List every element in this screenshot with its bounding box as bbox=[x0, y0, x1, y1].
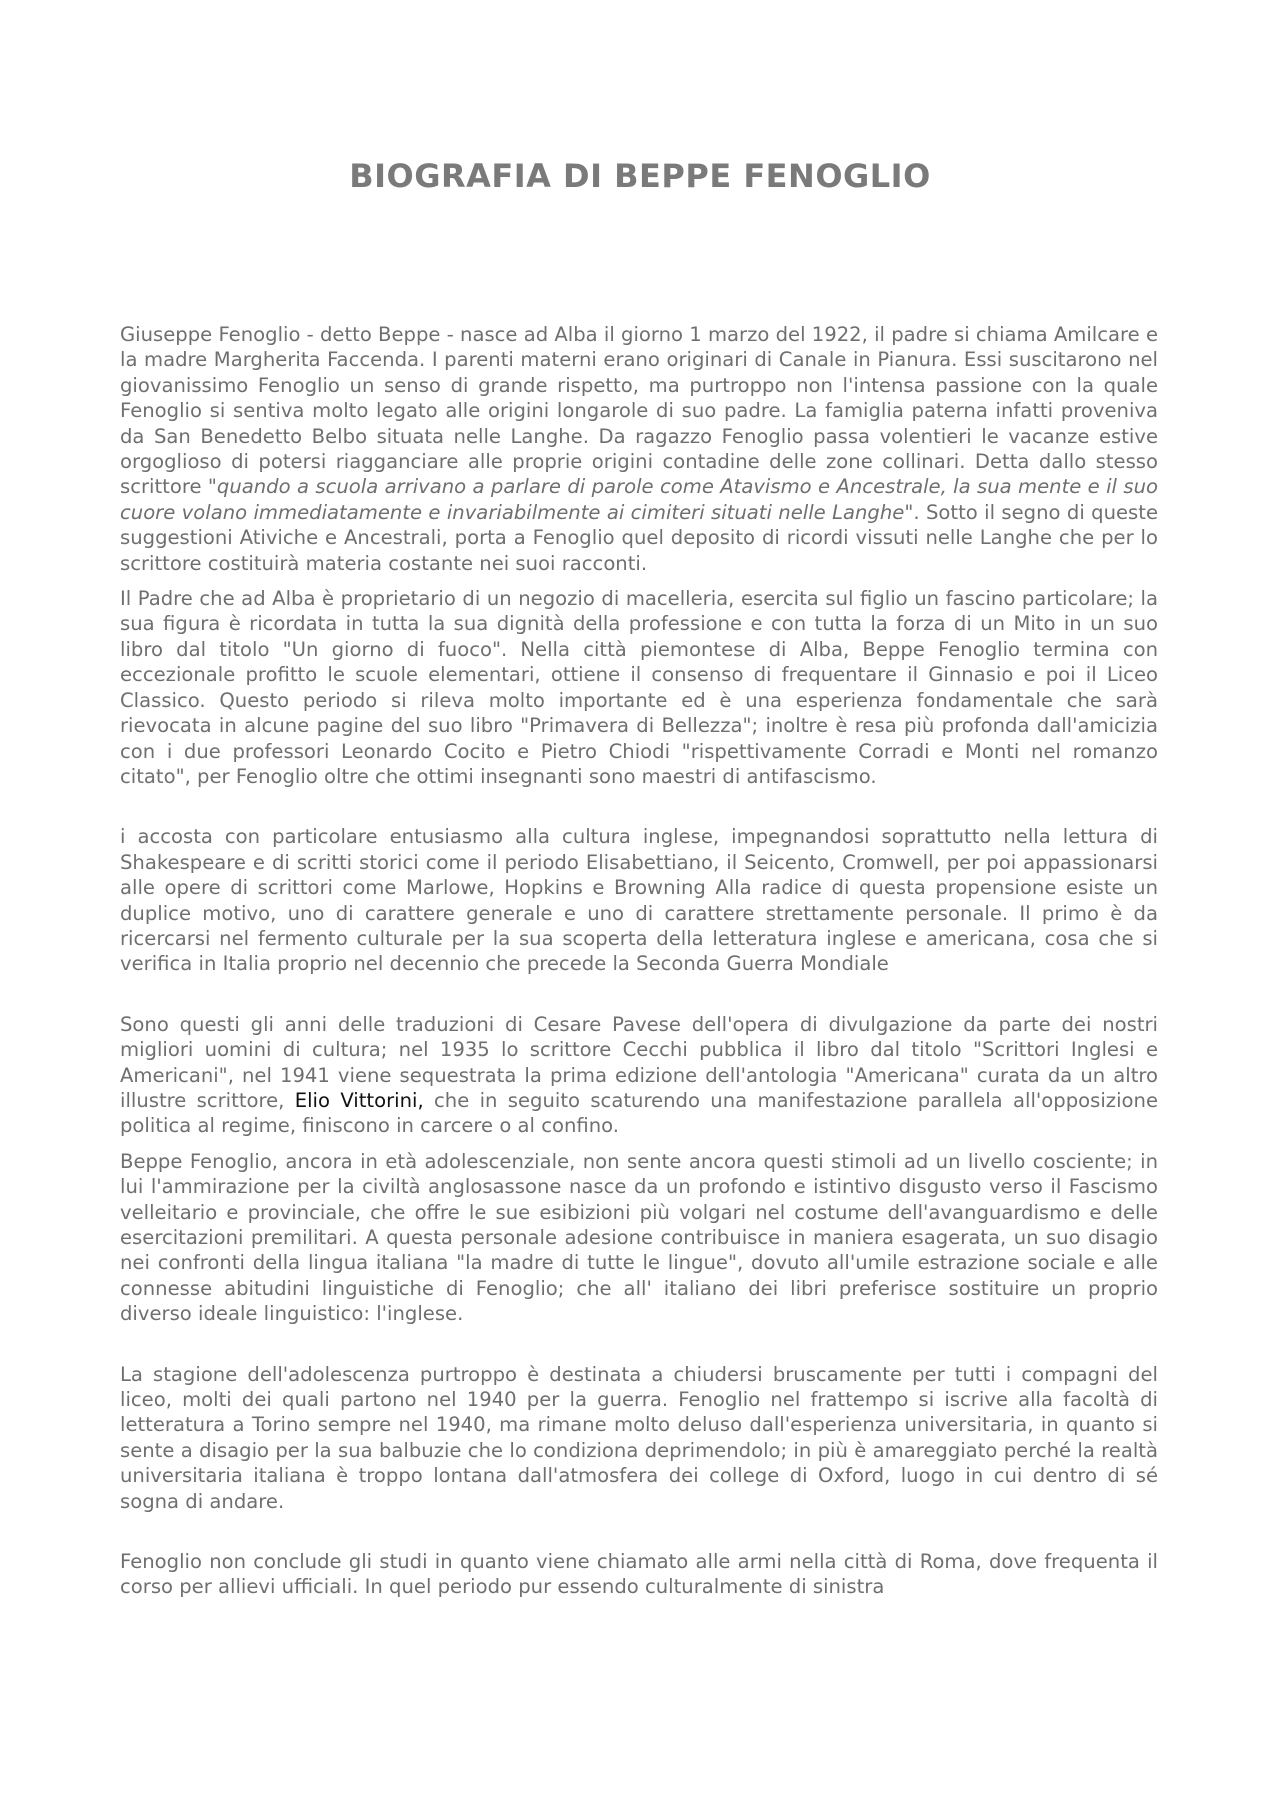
paragraph-university: La stagione dell'adolescenza purtroppo è destinata a chiudersi bruscamente per tutti i compagni del liceo, molti dei quali partono nel 1940 per la guerra. Fenoglio nel frattempo si iscrive alla facoltà di letteratura a Torino sempre nel 1940, ma rimane molto deluso dall'esperienza universitaria, in quanto si sente a disagio per la sua balbuzie che lo condiziona deprimendolo; in più è amareggiato perché la realtà universitaria italiana è troppo lontana dall'atmosfera dei college di Oxford, luogo in cui dentro di sé sogna di andare. bbox=[120, 1362, 1158, 1513]
page-title: BIOGRAFIA DI BEPPE FENOGLIO bbox=[349, 157, 931, 195]
paragraph-translations-text-end: che in seguito scaturendo una manifestazione parallela all'opposizione politica al regime, finiscono in carcere o al confino. bbox=[120, 1088, 1158, 1138]
paragraph-origins bbox=[120, 322, 1158, 576]
author-quote: quando a scuola arrivano a parlare di parole come Atavismo e Ancestrale, la sua mente e il suo cuore volano immediatamente e invariabilmente ai cimiteri situati nelle Langhe bbox=[120, 475, 1158, 524]
paragraph-father-school: Il Padre che ad Alba è proprietario di un negozio di macelleria, esercita sul figlio un fascino particolare; la sua figura è ricordata in tutta la sua dignità della professione e con tutta la forza di un Mito in un suo libro dal titolo "Un giorno di fuoco". Nella città piemontese di Alba, Beppe Fenoglio termina con eccezionale profitto le scuole elementari, ottiene il consenso di frequentare il Ginnasio e poi il Liceo Classico. Questo periodo si rileva molto importante ed è una esperienza fondamentale che sarà rievocata in alcune pagine del suo libro "Primavera di Bellezza"; inoltre è resa più profonda dall'amicizia con i due professori Leonardo Cocito e Pietro Chiodi "rispettivamente Corradi e Monti nel romanzo citato", per Fenoglio oltre che ottimi insegnanti sono maestri di antifascismo. bbox=[120, 587, 1158, 788]
paragraph-origins-text-end: ". Sotto il segno di queste suggestioni Ativiche e Ancestrali, porta a Fenoglio quel deposito di ricordi vissuti nelle Langhe che per lo scrittore costituirà materia costante nei suoi racconti. bbox=[120, 500, 1158, 575]
elio-vittorini-link[interactable]: Elio Vittorini, bbox=[294, 1088, 424, 1112]
paragraph-translations bbox=[120, 1012, 1158, 1139]
paragraph-translations-text: Sono questi gli anni delle traduzioni di Cesare Pavese dell'opera di divulgazione da parte dei nostri migliori uomini di cultura; nel 1935 lo scrittore Cecchi pubblica il libro dal titolo "Scrittori Inglesi e Americani", nel 1941 viene sequestrata la prima edizione dell'antologia "Americana" curata da un altro illustre scrittore, bbox=[120, 1012, 1158, 1112]
paragraph-adolescence: Beppe Fenoglio, ancora in età adolescenziale, non sente ancora questi stimoli ad un livello cosciente; in lui l'ammirazione per la civiltà anglosassone nasce da un profondo e istintivo disgusto verso il Fascismo velleitario e provinciale, che offre le sue esibizioni più volgari nel costume dell'avanguardismo e delle esercitazioni premilitari. A questa personale adesione contribuisce in maniera esagerata, un suo disagio nei confronti della lingua italiana "la madre di tutte le lingue", dovuto all'umile estrazione sociale e alle connesse abitudini linguistiche di Fenoglio; che all' italiano dei libri preferisce sostituire un proprio diverso ideale linguistico: l'inglese. bbox=[120, 1149, 1158, 1326]
paragraph-origins-text: Giuseppe Fenoglio - detto Beppe - nasce ad Alba il giorno 1 marzo del 1922, il padre si chiama Amilcare e la madre Margherita Faccenda. I parenti materni erano originari di Canale in Pianura. Essi suscitarono nel giovanissimo Fenoglio un senso di grande rispetto, ma purtroppo non l'intensa passione con la quale Fenoglio si sentiva molto legato alle origini longarole di suo padre. La famiglia paterna infatti proveniva da San Benedetto Belbo situata nelle Langhe. Da ragazzo Fenoglio passa volentieri le vacanze estive orgoglioso di potersi riagganciare alle proprie origini contadine delle zone collinari. Detta dallo stesso scrittore " bbox=[120, 323, 1158, 499]
paragraph-english-culture: i accosta con particolare entusiasmo alla cultura inglese, impegnandosi soprattutto nella lettura di Shakespeare e di scritti storici come il periodo Elisabettiano, il Seicento, Cromwell, per poi appassionarsi alle opere di scrittori come Marlowe, Hopkins e Browning Alla radice di questa propensione esiste un duplice motivo, uno di carattere generale e uno di carattere strettamente personale. Il primo è da ricercarsi nel fermento culturale per la sua scoperta della letteratura inglese e americana, cosa che si verifica in Italia proprio nel decennio che precede la Seconda Guerra Mondiale bbox=[120, 825, 1158, 976]
document-body bbox=[120, 322, 1158, 1600]
paragraph-military: Fenoglio non conclude gli studi in quanto viene chiamato alle armi nella città di Roma, dove frequenta il corso per allievi ufficiali. In quel periodo pur essendo culturalmente di sinistra bbox=[120, 1550, 1158, 1599]
